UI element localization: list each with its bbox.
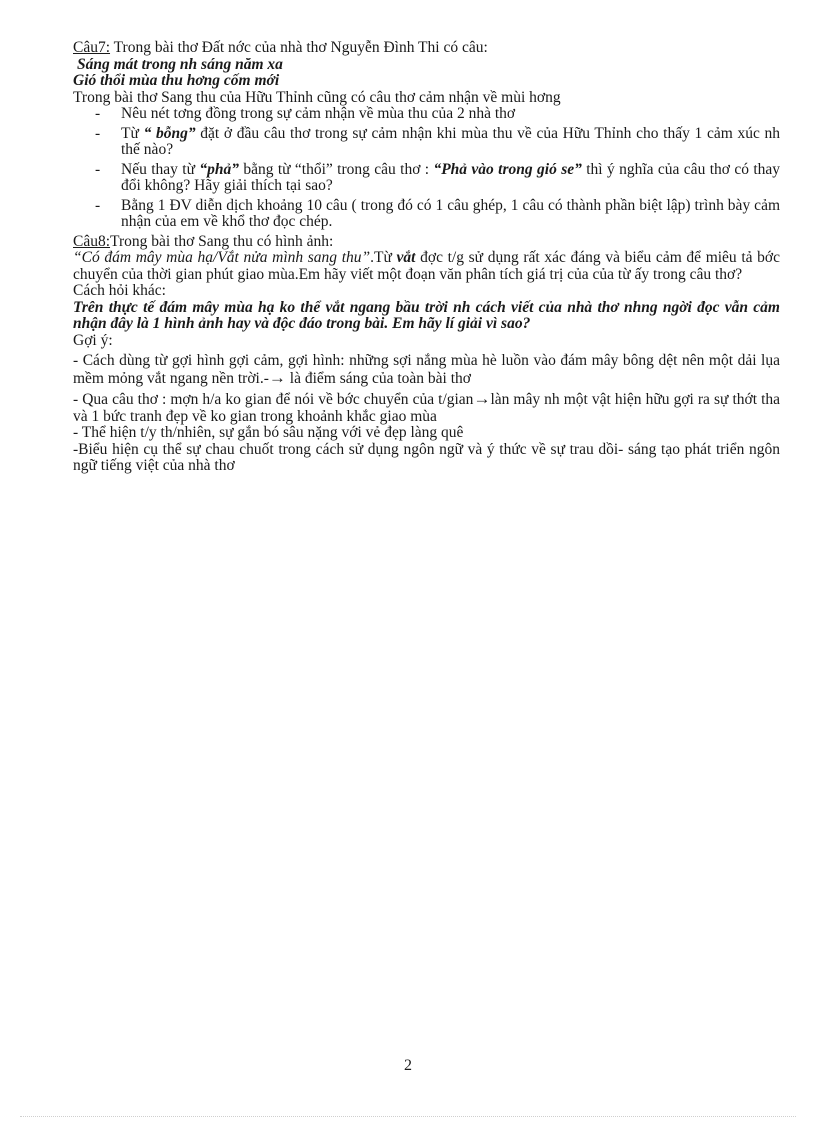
cau8-hint-3: - Thể hiện t/y th/nhiên, sự gắn bó sâu nặng với vẻ đẹp làng quê <box>73 424 464 441</box>
cau8-intro <box>73 234 780 251</box>
arrow-right-icon: → <box>473 389 491 408</box>
cau8-hint-1-post: là điểm sáng của toàn bài thơ <box>285 369 471 387</box>
page-number: 2 <box>404 1057 412 1074</box>
arrow-right-icon: → <box>268 367 286 387</box>
dash-bullet: - <box>95 124 101 142</box>
cau7-question-3-post: thì ý nghĩa của câu thơ có thay đổi không? Hãy giải thích tại sao? <box>121 160 781 194</box>
cau7-question-1 <box>73 106 780 123</box>
cau7-label: Câu7: <box>73 39 111 56</box>
cau7-question-3-mid: bằng từ “thổi” trong câu thơ : <box>238 160 434 178</box>
cau7-question-2 <box>73 126 780 159</box>
cau8-alt-question: Trên thực tế đám mây mùa hạ ko thể vắt ngang bầu trời nh cách viết của nhà thơ nhng ngời đọc vẫn cảm nhận đây là 1 hình ảnh hay và độc đáo trong bài. Em hãy lí giải vì sao? <box>73 298 780 332</box>
cau7-question-2-pre: Từ <box>121 124 144 142</box>
cau7-question-1-text: Nêu nét tơng đồng trong sự cảm nhận về mùa thu của 2 nhà thơ <box>121 105 516 122</box>
cau8-alt-label: Cách hỏi khác: <box>73 282 166 299</box>
page-bottom-divider <box>20 1116 796 1117</box>
cau7-question-list <box>73 106 780 231</box>
cau8-hint-2 <box>73 391 780 425</box>
cau7-intro-text: Trong bài thơ Đất nớc của nhà thơ Nguyễn Đình Thi có câu: <box>110 39 488 56</box>
cau7-question-3 <box>73 162 780 195</box>
cau8-hint-1-pre: - Cách dùng từ gợi hình gợi cảm, gợi hình: những sợi nắng mùa hè luồn vào đám mây bông dệt nên một dải lụa mềm mỏng vắt ngang nền trời.- <box>73 352 780 387</box>
cau7-question-2-word: “ bỗng” <box>143 124 196 142</box>
cau8-hint-label: Gợi ý: <box>73 331 113 349</box>
dash-bullet: - <box>95 196 101 214</box>
cau7-context: Trong bài thơ Sang thu của Hữu Thỉnh cũng có câu thơ cảm nhận về mùi hơng <box>73 88 561 106</box>
cau8-after-quote-post: đợc t/g sử dụng rất xác đáng và biểu cảm để miêu tả bớc chuyển của thời gian phút giao mùa.Em hãy viết một đoạn văn phân tích giá trị của của từ ấy trong câu thơ? <box>73 249 780 283</box>
cau8-quote: “Có đám mây mùa hạ/Vắt nửa mình sang thu” <box>73 249 371 266</box>
cau8-hint-2-post: làn mây nh một vật hiện hữu gợi ra sự thớt tha và 1 bức tranh đẹp về ko gian trong khoảnh khắc giao mùa <box>73 391 780 425</box>
cau8-intro-text: Trong bài thơ Sang thu có hình ảnh: <box>110 232 334 250</box>
cau8-hint-4: -Biểu hiện cụ thể sự chau chuốt trong cách sử dụng ngôn ngữ và ý thức về sự trau dồi- sáng tạo phát triển ngôn ngữ tiếng việt của nhà thơ <box>73 440 780 474</box>
document-body <box>73 40 780 475</box>
cau7-intro <box>73 40 780 57</box>
cau8-after-quote-pre: .Từ <box>370 249 397 266</box>
cau7-question-3-word: “phả” <box>199 160 239 178</box>
cau8-hint-1 <box>73 353 780 387</box>
cau7-question-4 <box>73 198 780 231</box>
cau8-hint-2-pre: - Qua câu thơ : mợn h/a ko gian để nói về bớc chuyển của t/gian <box>73 391 474 408</box>
cau7-question-3-verse: “Phả vào trong gió se” <box>433 160 582 178</box>
dash-bullet: - <box>95 105 101 122</box>
cau8-word-vat: vắt <box>396 249 416 266</box>
cau7-question-2-post: đặt ở đầu câu thơ trong sự cảm nhận khi mùa thu về của Hữu Thỉnh cho thấy 1 cảm xúc nh thế nào? <box>121 124 781 158</box>
cau8-label: Câu8: <box>73 232 111 250</box>
cau8-quote-paragraph <box>73 250 780 283</box>
cau7-verse1: Sáng mát trong nh sáng năm xa <box>77 55 283 73</box>
cau7-question-4-text: Bằng 1 ĐV diễn dịch khoảng 10 câu ( trong đó có 1 câu ghép, 1 câu có thành phần biệt lập) trình bày cảm nhận của em về khổ thơ đọc chép. <box>121 196 780 230</box>
cau7-verse2: Gió thổi mùa thu hơng cốm mới <box>73 72 280 89</box>
dash-bullet: - <box>95 160 101 178</box>
cau7-question-3-pre: Nếu thay từ <box>121 160 200 178</box>
